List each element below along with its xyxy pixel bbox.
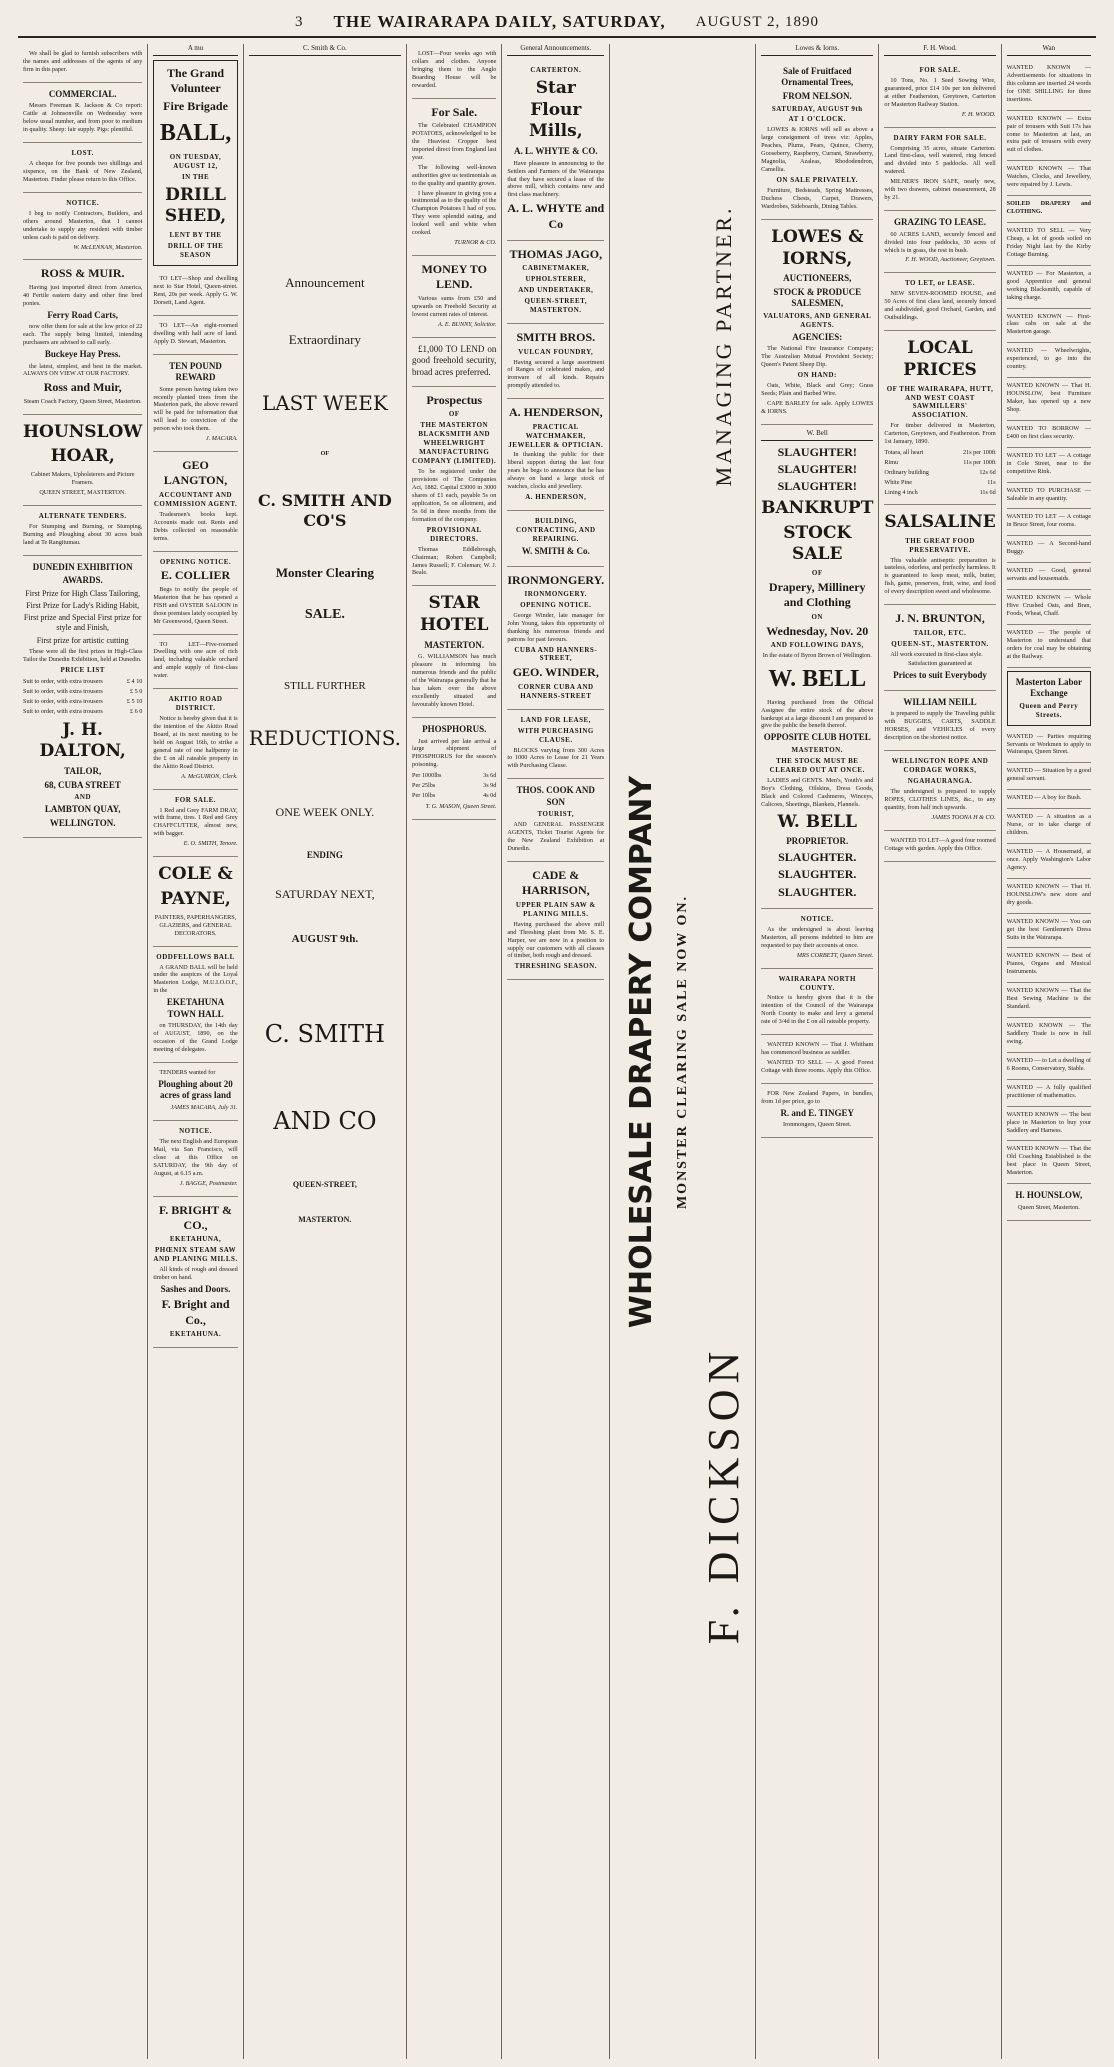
list-item: WANTED TO BORROW — £400 on first class security. xyxy=(1007,421,1091,448)
reward-ad: TEN POUND REWARD Some person having taken two recently planted trees from the Masterton park, the above reward will be paid for information that will lead to conviction of the person who took them. J. MACARA. xyxy=(153,355,237,453)
table-row: Lining 4 inch 11s 6d xyxy=(884,488,996,496)
table-row: Rimu 11s per 100ft xyxy=(884,459,996,467)
dalton-heading: J. H. DALTON, xyxy=(39,719,126,762)
wood-wire-ad: FOR SALE. 10 Tons, No. 1 Seed Sowing Wire, guaranteed, price £14 10s per ton delivered at either Featherston, Greytown, Carterton or Masterton Railway Station. F. H. WOOD. xyxy=(884,60,995,128)
star-flour-mills-ad: CARTERTON. Star Flour Mills, A. L. WHYTE & CO. Have pleasure in announcing to the Settlers and Farmers of the Wairarapa that they have secured a lease of the above mill, which contains new and first class machinery. A. L. WHYTE and Co xyxy=(507,60,604,241)
list-item: WANTED — Wheelwrights, experienced, to go into the country. xyxy=(1007,343,1091,378)
list-item: WANTED TO SELL — Very Cheap, a lot of goods soiled on Friday Night last by the Kirby Cottage Burning. xyxy=(1007,223,1091,266)
dickson-name: F. DICKSON xyxy=(698,1345,748,1645)
corbett-notice: NOTICE. As the undersigned is about leaving Masterton, all persons indebted to him are requested to pay their accounts at once. MRS CORBETT, Queen Street. xyxy=(761,909,873,969)
monster-sale-text: MONSTER CLEARING SALE NOW ON. xyxy=(674,894,690,1209)
list-item: WANTED TO LET — A cottage in Bruce Street, four rooms. xyxy=(1007,509,1091,536)
column-1 xyxy=(18,44,148,2059)
land-lease-ad: LAND FOR LEASE, WITH PURCHASING CLAUSE. BLOCKS varying from 300 Acres to 1000 Acres to Lease for 21 Years with Purchasing Clause. xyxy=(507,710,604,780)
collier-ad: OPENING NOTICE. E. COLLIER Begs to notify the people of Masterton that he has opened a FISH and OYSTER SALOON in those premises lately occupied by Mr Greenwood, Queen Street. xyxy=(153,552,237,635)
w-smith-building-ad: BUILDING, CONTRACTING, AND REPAIRING. W. SMITH & Co. xyxy=(507,511,604,566)
column-9-wanted: Wan WANTED KNOWN — Advertisements for situations in this column are inserted 24 words for ONE SHILLING for three insertions. WANTED KNOWN — Extra pair of trousers with Suit 17s has come to Masterton at last, an extra pair of trousers with every suit of clothes. WANTED KNOWN — That Watches, Clocks, and Jewellery, were repaired by J. Lewis. SOILED DRAPERY and CLOTHING. WANTED TO SELL — Very Cheap, a lot of goods soiled on Friday Night last by the Kirby Cottage Burning. WANTED — For Masterton, a good Apprentice and general working Blacksmith, capable of taking charge. WANTED KNOWN — First-class cabs on sale at the Masterton garage. WANTED — Wheelwrights, experienced, to go into the country. WANTED KNOWN — That H. HOUNSLOW, best Furniture Maker, has opened up a new Shop. WANTED TO BORROW — £400 on first class security. WANTED TO LET — A cottage in Cole Street, near to the competitive Rink. WANTED TO PURCHASE — Saleable in any quantity. WANTED TO LET — A cottage in Bruce Street, four rooms. WANTED — A Second-hand Buggy. WANTED — Good, general servants and housemaids. WANTED KNOWN — Whole Hive Crushed Oats, and Bran, Foods, Wheat, Chaff. WANTED — The people of Masterton to understand that orders for coal may be obtaining at the Railway. Masterton Labor Exchange Queen and Perry Streets. WANTED — Parties requiring Servants or Workmen to apply to Wairarapa, Queen Street. WANTED — Situation by a good general servant. WANTED — A boy for Bush. WANTED — A situation as a Nurse, or to take charge of children. WANTED — A Housemaid, at once. Apply Washington's Labor Agency. WANTED KNOWN — That H. HOUNSLOW's new store and dry goods. WANTED KNOWN — You can get the best Gentlemen's Dress Suits in the Wairarapa. WANTED KNOWN — Best of Pianos, Organs and Musical Instruments. WANTED KNOWN — That the Best Sewing Machine is the Standard. WANTED KNOWN — The Saddlery Trade is now in full swing. WANTED — to Let a dwelling of 6 Rooms, Conservatory, Stable. WANTED — A fully qualified practitioner of mathematics. WANTED KNOWN — The best place in Masterton to buy your Saddlery and Harness. WANTED KNOWN — That the Old Coaching Established is the best place in Queen Street, Masterton. H. HOUNSLOW, Queen Street, Masterton. xyxy=(1002,44,1096,2059)
jago-ad: THOMAS JAGO, CABINETMAKER, UPHOLSTERER, AND UNDERTAKER, QUEEN-STREET, MASTERTON. xyxy=(507,241,604,324)
issue-date: AUGUST 2, 1890 xyxy=(695,13,819,30)
list-item: WANTED KNOWN — Whole Hive Crushed Oats, and Bran, Foods, Wheat, Chaff. xyxy=(1007,590,1091,625)
table-row: White Pine 11s xyxy=(884,479,996,487)
lost-cows-ad: LOST—Four weeks ago with collars and clothes. Anyone bringing them to the Anglo Boarding House will be rewarded. xyxy=(412,44,496,99)
intro-notice: We shall be glad to furnish subscribers with the names and addresses of the agents of any firm in this paper. xyxy=(23,44,142,83)
tingey-ad: FOR New Zealand Papers, in bundles, from 1d per price, go to R. and E. TINGEY Ironmongers, Queen Street. xyxy=(761,1084,873,1138)
labor-exchange-ad: Masterton Labor Exchange Queen and Perry Streets. xyxy=(1007,671,1091,726)
list-item: WANTED KNOWN — First-class cabs on sale at the Masterton garage. xyxy=(1007,309,1091,344)
list-item: WANTED KNOWN — You can get the best Gentlemen's Dress Suits in the Wairarapa. xyxy=(1007,914,1091,949)
list-item: WANTED — A situation as a Nurse, or to take charge of children. xyxy=(1007,809,1091,844)
newspaper-title: THE WAIRARAPA DAILY, SATURDAY, xyxy=(333,12,666,31)
list-item: WANTED — The people of Masterton to understand that orders for coal may be obtaining at the Railway. xyxy=(1007,625,1091,668)
volunteer-ball-ad: The Grand Volunteer Fire Brigade BALL, ON TUESDAY, AUGUST 12, IN THE DRILL SHED, LENT BY THE DRILL OF THE SEASON xyxy=(153,60,237,266)
lost-ad: LOST. A cheque for five pounds two shillings and sixpence, on the Bank of New Zealand, Masterton. Finder please return to this Office. xyxy=(23,143,142,193)
list-item: WANTED — Parties requiring Servants or Workmen to apply to Wairarapa, Queen Street. xyxy=(1007,729,1091,764)
list-item: WANTED KNOWN — Best of Pianos, Organs and Musical Instruments. xyxy=(1007,948,1091,983)
ross-muir-ad: ROSS & MUIR. Having just imported direct from America, 40 Fertile eastern dairy and other fine bred ponies. Ferry Road Carts, now offer them for sale at the low price of 22 each. The supply being limited, intending purchasers are advised to call early. Buckeye Hay Press. the latest, simplest, and best in the market. ALWAYS ON VIEW AT OUR FACTORY. Ross and Muir, Steam Coach Factory, Queen Street, Masterton. xyxy=(23,260,142,414)
hounslow-signoff: H. HOUNSLOW, Queen Street, Masterton. xyxy=(1007,1184,1091,1220)
column-3: C. Smith & Co. Announcement Extraordinary LAST WEEK OF C. SMITH AND CO'S Monster Clearing SALE. STILL FURTHER REDUCTIONS. ONE WEEK ONLY. ENDING SATURDAY NEXT, AUGUST 9th. C. SMITH AND CO QUEEN-STREET, MASTERTON. xyxy=(244,44,407,2059)
soiled-drapery-heading: SOILED DRAPERY and CLOTHING. xyxy=(1007,196,1091,223)
list-item: WANTED KNOWN — The best place in Masterton to buy your Saddlery and Harness. xyxy=(1007,1107,1091,1142)
star-hotel-ad: STAR HOTEL MASTERTON. G. WILLIAMSON has much pleasure in informing his numerous friends and the public of the Wairarapa generally that he has taken over the above excellently situated and favourably known Hotel. xyxy=(412,586,496,718)
wanted-list xyxy=(1007,60,1091,668)
table-row: Per 25lbs 3s 9d xyxy=(412,782,497,790)
to-let-ad-3: TO LET—Five-roomed Dwelling with one acre of rich land, including valuable orchard and ample supply of first-class water. xyxy=(153,635,237,690)
list-item: WANTED KNOWN — Extra pair of trousers with Suit 17s has come to Masterton at last, an extra pair of trousers with every suit of clothes. xyxy=(1007,111,1091,162)
list-item: WANTED KNOWN — That the Best Sewing Machine is the Standard. xyxy=(1007,983,1091,1018)
thos-cook-ad: THOS. COOK AND SON TOURIST, AND GENERAL PASSENGER AGENTS, Ticket Tourist Agents for the New Zealand Exhibition at Dunedin. xyxy=(507,779,604,862)
table-row: Totara, all heart 21s per 100ft xyxy=(884,449,996,457)
to-let-ad-1: TO LET—Shop and dwelling next to Star Hotel, Queen-street. Rent, 20s per week. Apply G. W. Dorsett, Land Agent. xyxy=(153,269,237,316)
table-row: Suit to order, with extra trousers £ 5 10 xyxy=(23,697,143,705)
column-5: General Announcements. CARTERTON. Star Flour Mills, A. L. WHYTE & CO. Have pleasure in announcing to the Settlers and Farmers of the Wairarapa that they have secured a lease of the above mill, which contains new and first class machinery. A. L. WHYTE and Co THOMAS JAGO, CABINETMAKER, UPHOLSTERER, AND UNDERTAKER, QUEEN-STREET, MASTERTON. SMITH BROS. VULCAN FOUNDRY, Having secured a large assortment of Ranges of celebrated makes, and ironware of all kinds. Repairs promptly attended to. A. HENDERSON, PRACTICAL WATCHMAKER, JEWELLER & OPTICIAN. In thanking the public for their liberal support during the last four years he begs to announce that he has always on hand a large stock of watches, clocks and jewellery. A. HENDERSON, BUILDING, CONTRACTING, AND REPAIRING. W. SMITH & Co. IRONMONGERY. IRONMONGERY. OPENING NOTICE. George Winder, late manager for John Young, takes this opportunity of thanking his numerous friends and patrons for past favours. CUBA AND HANNERS-STREET, GEO. WINDER, CORNER CUBA AND HANNERS-STREET LAND FOR LEASE, WITH PURCHASING CLAUSE. BLOCKS varying from 300 Acres to 1000 Acres to Lease for 21 Years with Purchasing Clause. THOS. COOK AND SON TOURIST, AND GENERAL PASSENGER AGENTS, Ticket Tourist Agents for the New Zealand Exhibition at Dunedin. CADE & HARRISON, UPPER PLAIN SAW & PLANING MILLS. Having purchased the above mill and Threshing plant from Mr. S. E. Harper, we are now in a position to supply our customers with all classes of timber, both rough and dressed. THRESHING SEASON. xyxy=(502,44,610,2059)
table-row: Ordinary building 12s 6d xyxy=(884,469,996,477)
wanted-ads-col7: WANTED KNOWN — That J. Whitham has commenced business as saddler. WANTED TO SELL — A good Forest Cottage with three rooms. Apply this Office. xyxy=(761,1035,873,1084)
phosphorus-ad: PHOSPHORUS. Just arrived per late arrival a large shipment of PHOSPHORUS for the season's poisoning. Per 1000lbs 3s 6d Per 25lbs 3s 9d Per 10lbs 4s 0d T. G. MASON, Queen Street. xyxy=(412,718,496,820)
masthead xyxy=(18,8,1096,38)
mail-notice: NOTICE. The next English and European Mail, via San Francisco, will close at this Office on SATURDAY, the 9th day of August, at 6.15 a.m. J. BAGGE, Postmaster. xyxy=(153,1121,237,1197)
neill-stables-ad: WILLIAM NEILL is prepared to supply the Traveling public with BUGGIES, CARTS, SADDLE HORSES, and VEHICLES of every description on the shortest notice. xyxy=(884,691,995,751)
list-item: WANTED TO PURCHASE — Saleable in any quantity. xyxy=(1007,483,1091,510)
wanted-list-2 xyxy=(1007,729,1091,1185)
dalton-price-table xyxy=(23,677,142,717)
column-4 xyxy=(407,44,502,2059)
bell-bankrupt-ad: W. Bell SLAUGHTER! SLAUGHTER! SLAUGHTER! BANKRUPT STOCK SALE OF Drapery, Millinery and Clothing ON Wednesday, Nov. 20 AND FOLLOWING DAYS, In the estate of Byron Brown of Wellington. W. BELL Having purchased from the Official Assignee the entire stock of the above bankrupt at a large discount I am prepared to give the public the benefit thereof. OPPOSITE CLUB HOTEL MASTERTON. THE STOCK MUST BE CLEARED OUT AT ONCE. LADIES and GENTS. Men's, Youth's and Boy's Clothing, Oilskins, Dress Goods, Black and Colored Cashmeres, Winceys, Calicoes, Sheetings, Blankets, Flannels. W. BELL PROPRIETOR. SLAUGHTER. SLAUGHTER. SLAUGHTER. xyxy=(761,425,873,909)
page-number: 3 xyxy=(295,13,304,30)
to-let-lease-ad: TO LET, or LEASE. NEW SEVEN-ROOMED HOUSE, and 50 Acres of first class land, securely fenced and subdivided, good Orchard, Garden, and Outbuildings. xyxy=(884,273,995,331)
alternate-tenders-ad: ALTERNATE TENDERS. For Stumping and Burning, or Stumping, Burning and Ploughing about 30 acres bush land at Te Rangitumau. xyxy=(23,506,142,556)
henderson-ad: A. HENDERSON, PRACTICAL WATCHMAKER, JEWELLER & OPTICIAN. In thanking the public for their liberal support during the last four years he begs to announce that he has always on hand a large stock of watches, clocks and jewellery. A. HENDERSON, xyxy=(507,399,604,511)
loan-ad: £1,000 TO LEND on good freehold security, broad acres preferred. xyxy=(412,338,496,388)
vertical-monster-strip xyxy=(668,44,697,2059)
for-sale-ad: FOR SALE. 1 Red and Grey FARM DRAY, with frame, tires. 1 Red and Grey CHAFFCUTTER, almost new, with bagger. E. O. SMITH, Tenore. xyxy=(153,790,237,858)
column-2: A mu The Grand Volunteer Fire Brigade BALL, ON TUESDAY, AUGUST 12, IN THE DRILL SHED, LENT BY THE DRILL OF THE SEASON TO LET—Shop and dwelling next to Star Hotel, Queen-street. Rent, 20s per week. Apply G. W. Dorsett, Land Agent. TO LET—An eight-roomed dwelling with half acre of land. Apply D. Stewart, Masterton. TEN POUND REWARD Some person having taken two recently planted trees from the Masterton park, the above reward will be paid for information that will lead to conviction of the person who took them. J. MACARA. GEO LANGTON, ACCOUNTANT AND COMMISSION AGENT. Tradesmen's books kept. Accounts made out. Rents and Debts collected on reasonable terms. OPENING NOTICE. E. COLLIER Begs to notify the people of Masterton that he has opened a FISH and OYSTER SALOON in those premises lately occupied by Mr Greenwood, Queen Street. TO LET—Five-roomed Dwelling with one acre of rich land, including valuable orchard and ample supply of first-class water. AKITIO ROAD DISTRICT. Notice is hereby given that it is the intention of the Akitio Road Board, at its next meeting to be held on August 16th, to strike a general rate of one halfpenny in the £ on all rateable property in the Akitio Road District. A. McGUIRON, Clerk. FOR SALE. 1 Red and Grey FARM DRAY, with frame, tires. 1 Red and Grey CHAFFCUTTER, almost new, with bagger. E. O. SMITH, Tenore. COLE & PAYNE, PAINTERS, PAPERHANGERS, GLAZIERS, and GENERAL DECORATORS. ODDFELLOWS BALL A GRAND BALL will be held under the auspices of the Loyal Masterton Lodge, M.U.I.O.O.F., in the EKETAHUNA TOWN HALL on THURSDAY, the 14th day of AUGUST, 1890, on the occasion of the Grand Lodge meeting of delegates. TENDERS wanted for Ploughing about 20 acres of grass land JAMES MACARA, July 31. NOTICE. The next English and European Mail, via San Francisco, will close at this Office on SATURDAY, the 9th day of August, at 6.15 a.m. J. BAGGE, Postmaster. F. BRIGHT & CO., EKETAHUNA, PHŒNIX STEAM SAW AND PLANING MILLS. All kinds of rough and dressed timber on hand. Sashes and Doors. F. Bright and Co., EKETAHUNA. xyxy=(148,44,243,2059)
vertical-wholesale-strip xyxy=(615,44,668,2059)
smith-bros-ad: SMITH BROS. VULCAN FOUNDRY, Having secured a large assortment of Ranges of celebrated makes, and ironware of all kinds. Repairs promptly attended to. xyxy=(507,324,604,399)
clearing-sale-ad: Announcement Extraordinary LAST WEEK OF C. SMITH AND CO'S Monster Clearing SALE. STILL FURTHER REDUCTIONS. ONE WEEK ONLY. ENDING SATURDAY NEXT, AUGUST 9th. C. SMITH AND CO QUEEN-STREET, MASTERTON. xyxy=(248,274,402,1224)
dairy-farm-ad: DAIRY FARM FOR SALE. Comprising 35 acres, situate Carterton. Land first-class, well watered, ring fenced and divided into 5 paddocks. All well watered. MILNER'S IRON SAFE, nearly new, with two drawers, cabinet measurement, 28 by 21. xyxy=(884,128,995,212)
list-item: WANTED KNOWN — That the Old Coaching Established is the best place in Queen Street, Masterton. xyxy=(1007,1141,1091,1184)
list-item: WANTED — For Masterton, a good Apprentice and general working Blacksmith, capable of taking charge. xyxy=(1007,266,1091,309)
columns xyxy=(18,44,1096,2059)
commercial-heading: COMMERCIAL. xyxy=(48,88,117,99)
winder-ironmongery-ad: IRONMONGERY. IRONMONGERY. OPENING NOTICE. George Winder, late manager for John Young, takes this opportunity of thanking his numerous friends and patrons for past favours. CUBA AND HANNERS-STREET, GEO. WINDER, CORNER CUBA AND HANNERS-STREET xyxy=(507,567,604,710)
local-prices-ad: LOCAL PRICES OF THE WAIRARAPA, HUTT, AND WEST COAST SAWMILLERS' ASSOCIATION. For timber delivered in Masterton, Carterton, Greytown, and Featherston. From 1st January, 1890. Totara, all heart 21s per 100ft Rimu 11s per 100ft Ordinary building 12s 6d White Pine 11s Lining 4 inch 11s 6d xyxy=(884,331,995,505)
prospectus-ad: Prospectus OF THE MASTERTON BLACKSMITH AND WHEELWRIGHT MANUFACTURING COMPANY (LIMITED). To be registered under the provisions of The Companies Act, 1882. Capital £3000 in 3000 shares of £1 each, payable 5s on application, 5s on allotment, and 5s 6d in three months from the formation of the company. PROVISIONAL DIRECTORS. Thomas Eddlebrough, Chairman; Robert Campbell; James Russell; F. Coleman; W. J. Beale. xyxy=(412,387,496,586)
list-item: WANTED KNOWN — Advertisements for situations in this column are inserted 24 words for ONE SHILLING for three insertions. xyxy=(1007,60,1091,111)
nelson-trees-ad: Sale of Fruitfaced Ornamental Trees, FROM NELSON. SATURDAY, AUGUST 9th AT 1 O'CLOCK. LOWES & IORNS will sell as above a large consignment of trees viz: Apples, Peaches, Plums, Pears, Quince, Cherry, Gooseberry, Raspberry, Currant, Strawberry, Magnolia, Azaleas, Rhododendron, Camellia. ON SALE PRIVATELY. Furniture, Bedsteads, Spring Mattresses, Duchess Chests, Carpet, Drawers, Wardrobes, Sideboards, Dining Tables. xyxy=(761,60,873,220)
wholesale-drapery-heading: WHOLESALE DRAPERY COMPANY xyxy=(623,775,659,1328)
dalton-tailor-ad: DUNEDIN EXHIBITION AWARDS. First Prize for High Class Tailoring, First Prize for Lady's Riding Habit, First prize and Special First prize for style and Finish, First prize for artistic cutting These were all the first prizes in High-Class Tailor the Dunedin Exhibition, held at Dunedin. PRICE LIST Suit to order, with extra trousers £ 4 10 Suit to order, with extra trousers £ 5 0 Suit to order, with extra trousers £ 5 10 Suit to order, with extra trousers £ 6 0 J. H. DALTON, TAILOR, 68, CUBA STREET AND LAMBTON QUAY, WELLINGTON. xyxy=(23,556,142,838)
vertical-dickson-strip xyxy=(697,44,750,2059)
list-item: WANTED — Good, general servants and housemaids. xyxy=(1007,563,1091,590)
list-item: WANTED — A boy for Bush. xyxy=(1007,790,1091,809)
list-item: WANTED KNOWN — That Watches, Clocks, and Jewellery, were repaired by J. Lewis. xyxy=(1007,161,1091,196)
lowes-iorns-ad: LOWES & IORNS, AUCTIONEERS, STOCK & PRODUCE SALESMEN, VALUATORS, AND GENERAL AGENTS. AGENCIES: The National Fire Insurance Company; The Australian Mutual Provident Society; Queen's Patent Sheep Dip. ON HAND: Oats, White, Black and Grey; Grass Seeds; Plain and Barbed Wire. CAPE BARLEY for sale. Apply LOWES & IORNS. xyxy=(761,220,873,425)
list-item: WANTED — Situation by a good general servant. xyxy=(1007,763,1091,790)
bright-sawmill-ad: F. BRIGHT & CO., EKETAHUNA, PHŒNIX STEAM SAW AND PLANING MILLS. All kinds of rough and dressed timber on hand. Sashes and Doors. F. Bright and Co., EKETAHUNA. xyxy=(153,1197,237,1349)
list-item: WANTED — A fully qualified practitioner of mathematics. xyxy=(1007,1080,1091,1107)
column-6-vertical-ad xyxy=(610,44,756,2059)
list-item: WANTED KNOWN — That H. HOUNSLOW, best Furniture Maker, has opened up a new Shop. xyxy=(1007,378,1091,421)
table-row: Suit to order, with extra trousers £ 6 0 xyxy=(23,707,143,715)
list-item: WANTED — to Let a dwelling of 6 Rooms, Conservatory, Stable. xyxy=(1007,1053,1091,1080)
oddfellows-ball-ad: ODDFELLOWS BALL A GRAND BALL will be held under the auspices of the Loyal Masterton Lodge, M.U.I.O.O.F., in the EKETAHUNA TOWN HALL on THURSDAY, the 14th day of AUGUST, 1890, on the occasion of the Grand Lodge meeting of delegates. xyxy=(153,947,237,1063)
north-county-notice: WAIRARAPA NORTH COUNTY. Notice is hereby given that it is the intention of the Council of the Wairarapa North County to make and levy a general rate of 3/4d in the £ on all rateable property. xyxy=(761,969,873,1036)
table-row: Suit to order, with extra trousers £ 4 10 xyxy=(23,677,143,685)
mclennan-notice: NOTICE. I beg to notify Contractors, Builders, and others around Masterton, that I cannot undertake to supply any resident with timber unless cash is paid on delivery. W. McLENNAN, Masterton. xyxy=(23,193,142,261)
list-item: WANTED KNOWN — The Saddlery Trade is now in full swing. xyxy=(1007,1018,1091,1053)
money-to-lend-ad: MONEY TO LEND. Various sums from £50 and upwards on Freehold Security at lowest current rates of interest. A. E. BUNNY, Solicitor. xyxy=(412,256,496,337)
table-row: Suit to order, with extra trousers £ 5 0 xyxy=(23,687,143,695)
list-item: WANTED KNOWN — That H. HOUNSLOW's new store and dry goods. xyxy=(1007,879,1091,914)
cade-harrison-ad: CADE & HARRISON, UPPER PLAIN SAW & PLANING MILLS. Having purchased the above mill and Threshing plant from Mr. S. E. Harper, we are now in a position to supply our customers with all classes of timber, both rough and dressed. THRESHING SEASON. xyxy=(507,862,604,980)
potatoes-ad: For Sale. The Celebrated CHAMPION POTATOES, acknowledged to be the Heaviest Cropper best imported direct from England last year. The following well-known authorities give us testimonials as to the quality and quantity grown. I have pleasure in giving you a testimonial as to the quality of the Champion Potatoes I had of you. They were splendid eating, and looked well and white when cooked. TURNOR & CO. xyxy=(412,99,496,256)
cole-payne-ad: COLE & PAYNE, PAINTERS, PAPERHANGERS, GLAZIERS, and GENERAL DECORATORS. xyxy=(153,857,237,946)
grazing-ad: GRAZING TO LEASE. 60 ACRES LAND, securely fenced and divided into four paddocks, 30 acres of which is in grass, the rest in bush. F. H. WOOD, Auctioneer, Greytown. xyxy=(884,211,995,273)
managing-partner-text: MANAGING PARTNER. xyxy=(710,205,736,487)
brunton-tailor-ad: J. N. BRUNTON, TAILOR, ETC. QUEEN-ST., MASTERTON. All work executed in first-class style. Satisfaction guaranteed at Prices to suit Everybody xyxy=(884,605,995,691)
phosphorus-price-table xyxy=(412,771,496,801)
rope-works-ad: WELLINGTON ROPE AND CORDAGE WORKS, NGAHAURANGA. The undersigned is prepared to supply ROPES, CLOTHES LINES, &c., to any quantity, from half inch upwards. JAMES TOONA H & CO. xyxy=(884,751,995,831)
table-row: Per 1000lbs 3s 6d xyxy=(412,772,497,780)
akitio-notice: AKITIO ROAD DISTRICT. Notice is hereby given that it is the intention of the Akitio Road Board, at its next meeting to be held on August 16th, to strike a general rate of one halfpenny in the £ on all rateable property in the Akitio Road District. A. McGUIRON, Clerk. xyxy=(153,689,237,789)
salsaline-ad: SALSALINE THE GREAT FOOD PRESERVATIVE. This valuable antiseptic preparation is tasteless, odorless, and perfectly harmless. It is guaranteed to keep meat, milk, butter, fish, game, preserves, fruit, wine, and food of every description sweet and wholesome. xyxy=(884,505,995,605)
list-item: WANTED TO LET — A cottage in Cole Street, near to the competitive Rink. xyxy=(1007,448,1091,483)
commercial-section: COMMERCIAL. Messrs Freeman R. Jackson & Co report: Cattle at Johnsonville on Wednesday were below usual number, and from poor to medium in quality. Sheep: fair supply. Pigs: plentiful. xyxy=(23,83,142,143)
list-item: WANTED — A Housemaid, at once. Apply Washington's Labor Agency. xyxy=(1007,844,1091,879)
to-let-ad-2: TO LET—An eight-roomed dwelling with half acre of land. Apply D. Stewart, Masterton. xyxy=(153,316,237,355)
column-8: F. H. Wood. FOR SALE. 10 Tons, No. 1 Seed Sowing Wire, guaranteed, price £14 10s per ton delivered at either Featherston, Greytown, Carterton or Masterton Railway Station. F. H. WOOD. DAIRY FARM FOR SALE. Comprising 35 acres, situate Carterton. Land first-class, well watered, ring fenced and divided into 5 paddocks. All well watered. MILNER'S IRON SAFE, nearly new, with two drawers, cabinet measurement, 28 by 21. GRAZING TO LEASE. 60 ACRES LAND, securely fenced and divided into four paddocks, 30 acres of which is in grass, the rest in bush. F. H. WOOD, Auctioneer, Greytown. TO LET, or LEASE. NEW SEVEN-ROOMED HOUSE, and 50 Acres of first class land, securely fenced and subdivided, good Orchard, Garden, and Outbuildings. LOCAL PRICES OF THE WAIRARAPA, HUTT, AND WEST COAST SAWMILLERS' ASSOCIATION. For timber delivered in Masterton, Carterton, Greytown, and Featherston. From 1st January, 1890. Totara, all heart 21s per 100ft Rimu 11s per 100ft Ordinary building 12s 6d White Pine 11s Lining 4 inch 11s 6d SALSALINE THE GREAT FOOD PRESERVATIVE. This valuable antiseptic preparation is tasteless, odorless, and perfectly harmless. It is guaranteed to keep meat, milk, butter, fish, game, preserves, fruit, wine, and food of every description sweet and wholesome. J. N. BRUNTON, TAILOR, ETC. QUEEN-ST., MASTERTON. All work executed in first-class style. Satisfaction guaranteed at Prices to suit Everybody WILLIAM NEILL is prepared to supply the Traveling public with BUGGIES, CARTS, SADDLE HORSES, and VEHICLES of every description on the shortest notice. WELLINGTON ROPE AND CORDAGE WORKS, NGAHAURANGA. The undersigned is prepared to supply ROPES, CLOTHES LINES, &c., to any quantity, from half inch upwards. JAMES TOONA H & CO. WANTED TO LET—A good four roomed Cottage with garden. Apply this Office. xyxy=(879,44,1001,2059)
list-item: WANTED — A Second-hand Buggy. xyxy=(1007,536,1091,563)
timber-price-table xyxy=(884,448,995,498)
hounslow-hoar-ad: HOUNSLOW HOAR, Cabinet Makers, Upholsterers and Picture Framers. QUEEN STREET, MASTERTON. xyxy=(23,415,142,506)
wanted-let-ad: WANTED TO LET—A good four roomed Cottage with garden. Apply this Office. xyxy=(884,831,995,862)
table-row: Per 10lbs 4s 0d xyxy=(412,792,497,800)
column-7: Lowes & Iorns. Sale of Fruitfaced Ornamental Trees, FROM NELSON. SATURDAY, AUGUST 9th AT 1 O'CLOCK. LOWES & IORNS will sell as above a large consignment of trees viz: Apples, Peaches, Plums, Pears, Quince, Cherry, Gooseberry, Raspberry, Currant, Strawberry, Magnolia, Azaleas, Rhododendron, Camellia. ON SALE PRIVATELY. Furniture, Bedsteads, Spring Mattresses, Duchess Chests, Carpet, Drawers, Wardrobes, Sideboards, Dining Tables. LOWES & IORNS, AUCTIONEERS, STOCK & PRODUCE SALESMEN, VALUATORS, AND GENERAL AGENTS. AGENCIES: The National Fire Insurance Company; The Australian Mutual Provident Society; Queen's Patent Sheep Dip. ON HAND: Oats, White, Black and Grey; Grass Seeds; Plain and Barbed Wire. CAPE BARLEY for sale. Apply LOWES & IORNS. W. Bell SLAUGHTER! SLAUGHTER! SLAUGHTER! BANKRUPT STOCK SALE OF Drapery, Millinery and Clothing ON Wednesday, Nov. 20 AND FOLLOWING DAYS, In the estate of Byron Brown of Wellington. W. BELL Having purchased from the Official Assignee the entire stock of the above bankrupt at a large discount I am prepared to give the public the benefit thereof. OPPOSITE CLUB HOTEL MASTERTON. THE STOCK MUST BE CLEARED OUT AT ONCE. LADIES and GENTS. Men's, Youth's and Boy's Clothing, Oilskins, Dress Goods, Black and Colored Cashmeres, Winceys, Calicoes, Sheetings, Blankets, Flannels. W. BELL PROPRIETOR. SLAUGHTER. SLAUGHTER. SLAUGHTER. NOTICE. As the undersigned is about leaving Masterton, all persons indebted to him are requested to pay their accounts at once. MRS CORBETT, Queen Street. WAIRARAPA NORTH COUNTY. Notice is hereby given that it is the intention of the Council of the Wairarapa North County to make and levy a general rate of 3/4d in the £ on all rateable property. WANTED KNOWN — That J. Whitham has commenced business as saddler. WANTED TO SELL — A good Forest Cottage with three rooms. Apply this Office. FOR New Zealand Papers, in bundles, from 1d per price, go to R. and E. TINGEY Ironmongers, Queen Street. xyxy=(756,44,879,2059)
ploughing-tenders-ad: TENDERS wanted for Ploughing about 20 acres of grass land JAMES MACARA, July 31. xyxy=(153,1063,237,1121)
langton-ad: GEO LANGTON, ACCOUNTANT AND COMMISSION AGENT. Tradesmen's books kept. Accounts made out. Rents and Debts collected on reasonable terms. xyxy=(153,452,237,551)
